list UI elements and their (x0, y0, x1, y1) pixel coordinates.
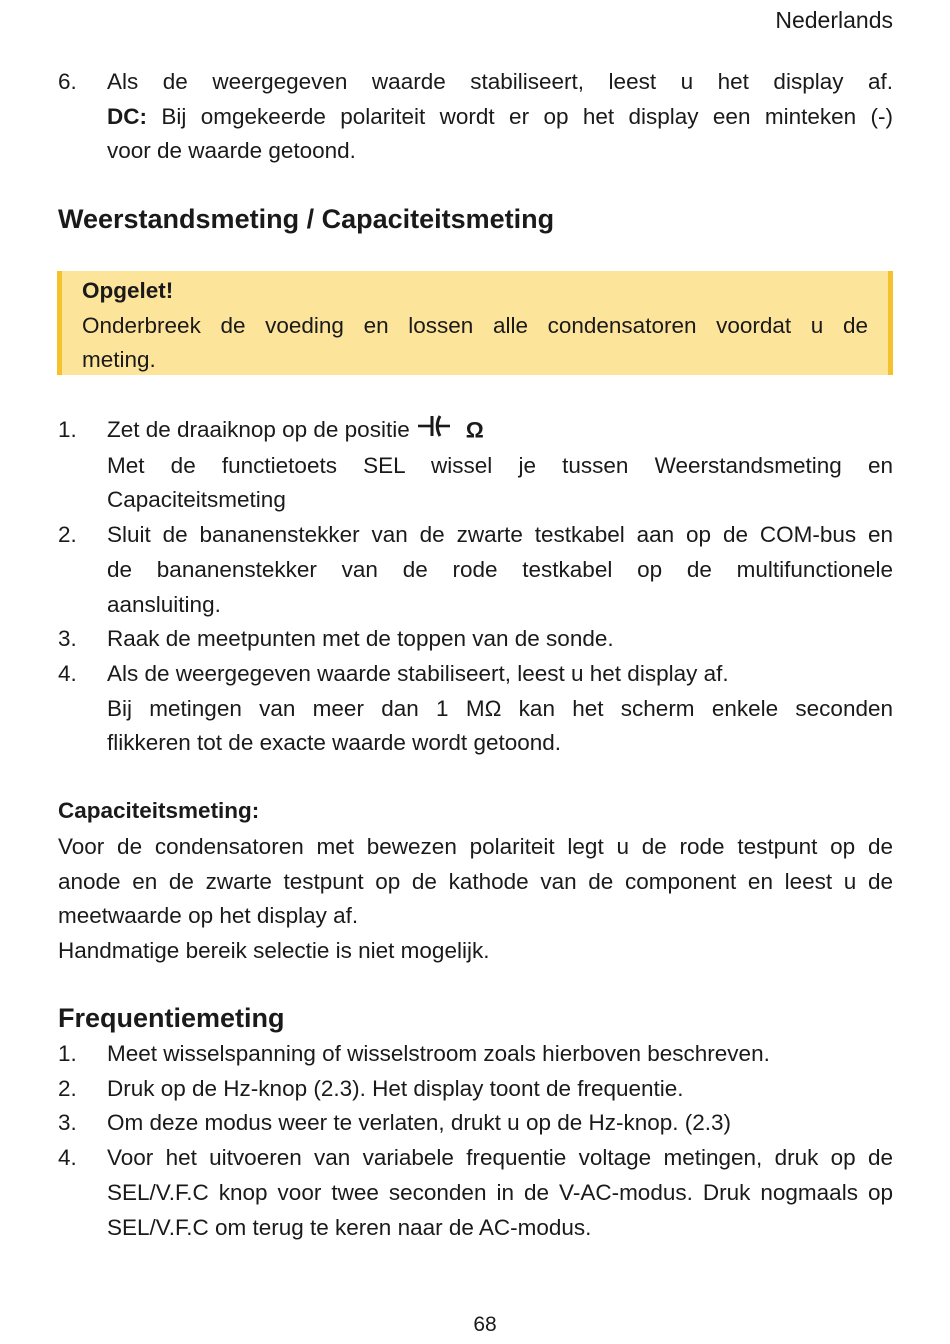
step-line: SEL/V.F.C knop voor twee seconden in de V-AC-modus. Druk nogmaals op (107, 1179, 893, 1205)
step-6-line-2-text: Bij omgekeerde polariteit wordt er op het display een minteken (-) (161, 103, 893, 129)
list-number: 4. (58, 1145, 77, 1171)
step-line: Capaciteitsmeting (107, 487, 286, 513)
list-number: 1. (58, 1041, 77, 1066)
list-item (58, 657, 893, 761)
capacitor-icon (418, 415, 466, 437)
step-line: Bij metingen van meer dan 1 MΩ kan het scherm enkele seconden (107, 695, 893, 721)
capacitance-paragraph (58, 830, 893, 969)
page-number: 68 (473, 1313, 497, 1336)
resistance-steps (58, 413, 893, 761)
step-line: SEL/V.F.C om terug te keren naar de AC-modus. (107, 1214, 592, 1240)
step-6-line-1: Als de weergegeven waarde stabiliseert, leest u het display af. (107, 69, 893, 94)
list-number: 3. (58, 626, 77, 652)
ohm-symbol: Ω (465, 418, 484, 444)
list-item (58, 413, 893, 518)
capacitor-ohm-symbol (418, 413, 484, 448)
list-number: 1. (58, 417, 77, 442)
step-line: Als de weergegeven waarde stabiliseert, leest u het display af. (107, 660, 729, 686)
paragraph-line: Handmatige bereik selectie is niet mogelijk. (58, 938, 490, 964)
step-line: Meet wisselspanning of wisselstroom zoals hierboven beschreven. (107, 1041, 770, 1066)
step-text: Zet de draaiknop op de positie (107, 417, 410, 442)
list-number: 3. (58, 1110, 77, 1136)
list-number: 2. (58, 522, 77, 548)
list-item (58, 1037, 893, 1072)
step-line: de bananenstekker van de rode testkabel op de multifunctionele (107, 556, 893, 582)
step-line: Sluit de bananenstekker van de zwarte testkabel aan op de COM-bus en (107, 522, 893, 548)
list-item (58, 1072, 893, 1107)
section-heading-resistance: Weerstandsmeting / Capaciteitsmeting (58, 204, 555, 234)
step-line: Om deze modus weer te verlaten, drukt u op de Hz-knop. (2.3) (107, 1110, 732, 1136)
list-item (58, 622, 893, 657)
paragraph-line: meetwaarde op het display af. (58, 903, 359, 929)
step-line: Druk op de Hz-knop (2.3). Het display toont de frequentie. (107, 1075, 684, 1101)
paragraph-line: Voor de condensatoren met bewezen polariteit legt u de rode testpunt op de (58, 834, 893, 859)
warning-box (57, 271, 893, 375)
step-line: Met de functietoets SEL wissel je tussen Weerstandsmeting en (107, 452, 893, 478)
step-6 (58, 65, 893, 169)
paragraph-line: anode en de zwarte testpunt op de kathode van de component en leest u de (58, 868, 893, 894)
list-item (58, 518, 893, 622)
list-item (58, 1106, 893, 1141)
step-6-line-3: voor de waarde getoond. (107, 138, 356, 164)
list-number: 6. (58, 69, 77, 94)
list-number: 2. (58, 1075, 77, 1101)
step-6-line-2 (107, 100, 893, 135)
section-heading-frequency: Frequentiemeting (58, 1003, 285, 1033)
step-line: Raak de meetpunten met de toppen van de sonde. (107, 626, 614, 652)
dc-label: DC: (107, 103, 147, 129)
list-number: 4. (58, 660, 77, 686)
warning-title: Opgelet! (82, 278, 174, 303)
warning-line-1: Onderbreek de voeding en lossen alle condensatoren voordat u de (82, 312, 868, 338)
step-line: aansluiting. (107, 591, 221, 617)
language-label: Nederlands (775, 7, 893, 33)
step-line: flikkeren tot de exacte waarde wordt getoond. (107, 730, 562, 756)
list-item (58, 1141, 893, 1245)
step-line: Voor het uitvoeren van variabele frequentie voltage metingen, druk op de (107, 1145, 893, 1171)
warning-line-2: meting. (82, 347, 156, 373)
capacitance-heading: Capaciteitsmeting: (58, 798, 260, 823)
frequency-steps (58, 1037, 893, 1245)
step-line (107, 413, 893, 449)
